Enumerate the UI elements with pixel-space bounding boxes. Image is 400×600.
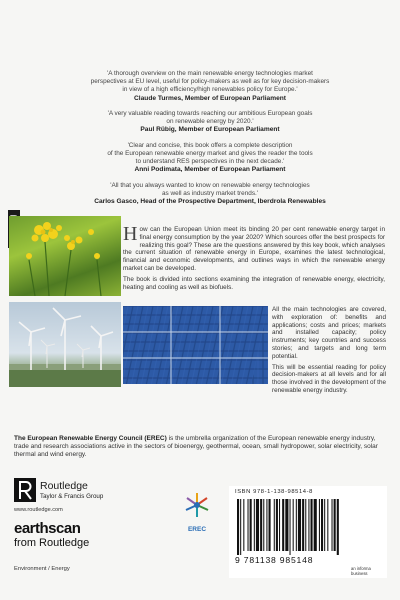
barcode-bar [250,499,252,551]
barcode-bar [332,499,333,551]
solar-panels-photo [123,306,268,384]
barcode-bar [290,499,291,555]
barcode-bar [243,499,244,551]
endorsements [60,70,360,214]
barcode-bar [319,499,320,551]
erec-logo-text: EREC [187,526,207,533]
routledge-name: Routledge [40,480,88,492]
barcode-bar [293,499,294,551]
earthscan-name: earthscan [14,520,81,537]
quote-text: in view of a high efficiency/high renewables policy for Europe.' [122,86,298,94]
barcode-bar [314,499,317,551]
quote-podimata [60,142,360,175]
barcode-bar [282,499,284,551]
barcode-bar [237,499,239,555]
quote-author: Anni Podimata, Member of European Parliament [134,166,286,174]
wind-turbines-photo [9,302,121,387]
drop-cap: H [123,223,138,245]
erec-logo-icon [180,490,214,520]
barcode-bar [279,499,280,551]
barcode-bar [324,499,325,551]
barcode-bar [327,499,328,551]
erec-logo [180,490,214,533]
barcode-bar [266,499,267,551]
barcode-bar [256,499,259,551]
informa-tagline: an informa business [351,566,371,576]
barcode-bar [334,499,336,551]
quote-author: Claude Turmes, Member of European Parliament [134,94,286,102]
quote-text: on renewable energy by 2020.' [166,118,254,126]
barcode-bar [274,499,275,551]
quote-text: perspectives at EU level, useful for policy-makers as well as for key decision-makers [90,78,330,86]
rapeseed-flower-photo [9,216,121,296]
barcode-bar [302,499,304,551]
routledge-group: Taylor & Francis Group [40,493,104,500]
cover-photos [9,216,121,387]
barcode-icon [235,499,381,555]
quote-text: 'All that you always wanted to know on renewable energy technologies [110,181,310,189]
quote-gasco [60,182,360,207]
barcode-bar [337,499,339,555]
barcode-number: 9 781138 985148 [235,555,314,565]
quote-text: 'A very valuable reading towards reaching our ambitious European goals [107,110,313,118]
barcode-bar [248,499,249,551]
barcode-bar [298,499,301,551]
barcode-bar [260,499,262,551]
erec-name: The European Renewable Energy Council (EREC) [14,435,167,442]
barcode-bar [254,499,255,551]
quote-text: 'Clear and concise, this book offers a complete description [127,141,293,149]
erec-description [14,435,386,460]
barcode-bar [311,499,313,551]
barcode-bar [276,499,278,551]
isbn-block [229,486,387,578]
quote-rubig [60,110,360,135]
quote-text: to understand RES perspectives in the next decade.' [135,158,285,166]
paragraph-intro [123,223,385,273]
erec-text: is the umbrella organization of the European renewable energy industry, trade and research associations active in the sectors of bioenergy, geothermal, ocean, small hydropower, solar electricity, solar thermal and wind energy. [14,435,378,459]
barcode-bar [263,499,264,551]
barcode-bar [296,499,297,551]
paragraph-coverage: All the main technologies are covered, with exploration of: benefits and applications; costs and prices; markets and installed capacity; policy instruments; key countries and success stories; and targets and long term potential. [272,306,386,360]
isbn-label: ISBN 978-1-138-98514-8 [235,489,313,495]
book-description-continued [272,306,386,398]
quote-turmes [60,70,360,103]
barcode-bar [240,499,241,555]
quote-text: 'A thorough overview on the main renewable energy technologies market [107,70,313,77]
quote-text: of the European renewable energy market and gives the reader the tools [107,150,313,158]
routledge-logo-icon [14,478,36,502]
quote-author: Carlos Gasco, Head of the Prospective Department, Iberdrola Renewables [94,198,326,206]
barcode-bar [308,499,309,551]
quote-author: Paul Rübig, Member of European Parliament [140,126,280,134]
paragraph-structure: The book is divided into sections examining the integration of renewable energy, electricity, heating and cooling as well as biofuels. [123,275,385,291]
book-description [123,223,385,294]
publisher-website: www.routledge.com [14,507,63,513]
barcode-bar [305,499,306,551]
barcode-bar [269,499,271,551]
subject-category: Environment / Energy [14,566,70,572]
barcode-bar [285,499,288,551]
paragraph-intro-text: ow can the European Union meet its binding 20 per cent renewable energy target in final energy consumption by the year 2020? Which sources offer the best prospects for realizing this goal? These are the questions answered by this key book, which analyses the current situation of renewable energy in Europe, examines the latest technological, financial and economic developments, and outlines ways in which the renewable energy market can be developed. [123,226,385,272]
earthscan-from: from Routledge [14,537,90,549]
routledge-logo [14,478,114,518]
earthscan-logo [14,521,134,557]
paragraph-audience: This will be essential reading for policy decision-makers at all levels and for all those involved in the development of the renewable energy industry. [272,363,386,394]
barcode-bar [321,499,323,551]
quote-text: as well as industry market trends.' [161,190,259,198]
